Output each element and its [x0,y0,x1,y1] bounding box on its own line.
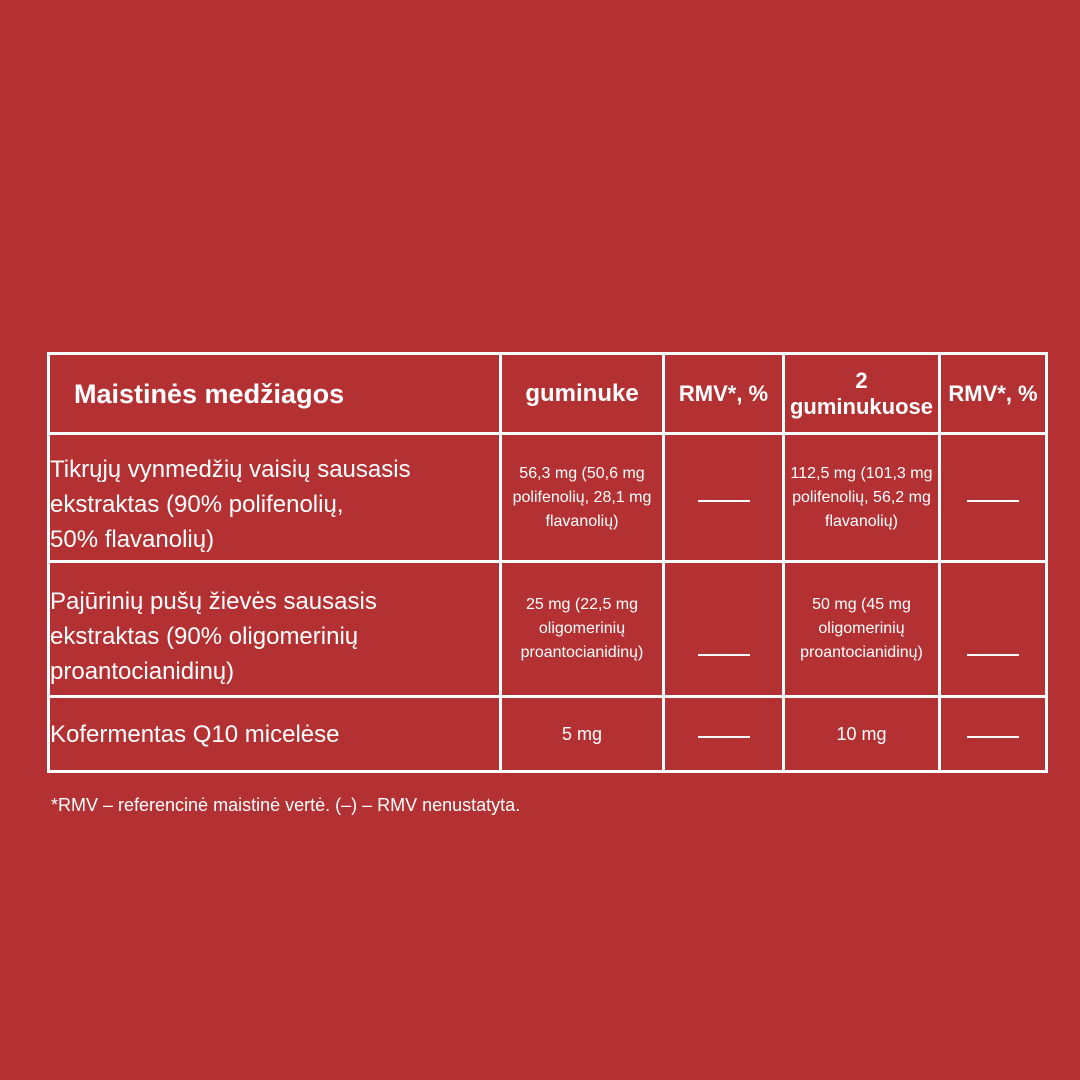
amount-per-one [501,434,664,562]
not-set-dash [967,736,1019,738]
amount-line: proantocianidinų) [520,644,644,661]
not-set-dash [698,500,750,502]
amount-line: 25 mg (22,5 mg [525,596,639,613]
header-nutrients: Maistinės medžiagos [49,354,501,434]
rmv-per-two [940,434,1047,562]
amount-line: 56,3 mg (50,6 mg [519,464,645,482]
header-rmv-two: RMV*, % [940,354,1047,434]
amount-per-two [784,697,940,772]
nutrient-name-line: ekstraktas (90% polifenolių, [50,491,344,518]
amount-line: polifenolių, 28,1 mg [512,488,652,506]
amount-line: 10 mg [836,724,887,744]
header-rmv-one: RMV*, % [664,354,784,434]
amount-per-two [784,562,940,697]
amount-line: 112,5 mg (101,3 mg [790,464,933,482]
amount-line: oligomerinių [538,620,626,637]
nutrition-table [47,352,1048,773]
header-per-one: guminuke [501,354,664,434]
header-per-two-label: guminukuose [789,393,933,419]
nutrient-name-line: proantocianidinų) [50,657,235,685]
nutrient-name [49,697,501,772]
not-set-dash [698,736,750,738]
footnote: *RMV – referencinė maistinė vertė. (–) – RMV nenustatyta. [51,795,521,815]
nutrient-name-line: Pajūrinių pušų žievės sausasis [50,587,377,615]
nutrient-name-line: Tikrųjų vynmedžių vaisių sausasis [50,456,411,483]
nutrient-name [49,434,501,562]
table-header-row [49,354,1047,434]
rmv-per-two [940,562,1047,697]
nutrient-name-line: 50% flavanolių) [50,526,215,553]
header-per-two-count: 2 [855,367,868,393]
table-row [49,562,1047,697]
amount-line: 5 mg [561,724,603,744]
rmv-per-one [664,562,784,697]
table-row [49,697,1047,772]
header-per-two [784,354,940,434]
not-set-dash [967,654,1019,656]
amount-line: 50 mg (45 mg [812,596,911,613]
rmv-per-one [664,434,784,562]
amount-per-one [501,562,664,697]
nutrient-name-line: ekstraktas (90% oligomerinių [50,622,359,650]
nutrient-name-line: Kofermentas Q10 micelėse [50,720,340,748]
nutrient-name [49,562,501,697]
not-set-dash [698,654,750,656]
rmv-per-two [940,697,1047,772]
amount-per-one [501,697,664,772]
not-set-dash [967,500,1019,502]
amount-line: proantocianidinų) [800,644,923,661]
amount-line: polifenolių, 56,2 mg [792,488,931,506]
table-row [49,434,1047,562]
amount-line: flavanolių) [545,512,619,530]
amount-line: flavanolių) [825,512,898,530]
amount-per-two [784,434,940,562]
rmv-per-one [664,697,784,772]
amount-line: oligomerinių [818,620,905,637]
